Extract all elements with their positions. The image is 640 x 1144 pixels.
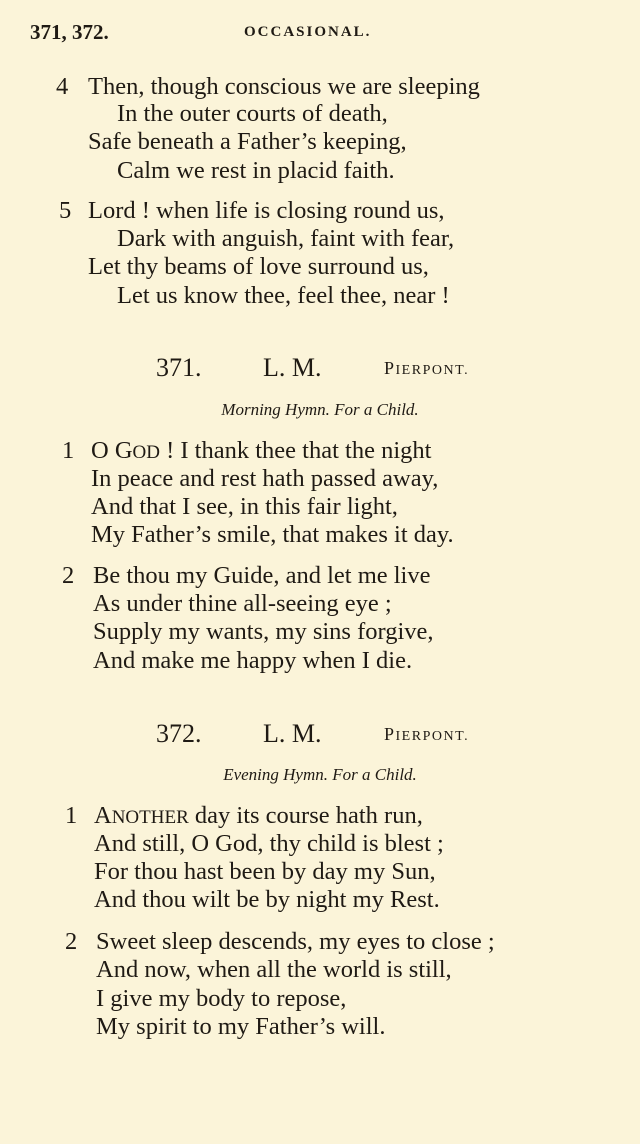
hymn-number: 371. — [156, 353, 202, 382]
hymn-371-heading — [0, 352, 640, 386]
verse-line: As under thine all-seeing eye ; — [93, 590, 392, 617]
hymn-author — [384, 352, 469, 387]
section-label: OCCASIONAL. — [244, 24, 372, 40]
author-rest: IERPONT. — [395, 729, 470, 744]
author-rest: IERPONT. — [395, 363, 470, 378]
first-line-rest: ! I thank thee that the night — [159, 437, 432, 464]
verse-line: I give my body to repose, — [96, 985, 347, 1012]
stanza-number: 5 — [59, 197, 72, 224]
stanza-number: 2 — [62, 562, 75, 589]
page-numbers: 371, 372. — [30, 20, 109, 44]
verse-line: Supply my wants, my sins forgive, — [93, 618, 434, 645]
author-initial: P — [384, 358, 396, 378]
verse-line: Lord ! when life is closing round us, — [88, 197, 445, 224]
verse-line: And now, when all the world is still, — [96, 956, 452, 983]
hymn-372-heading — [0, 718, 640, 752]
verse-line: And make me happy when I die. — [93, 647, 413, 674]
verse-line: And that I see, in this fair light, — [91, 493, 398, 520]
initial-word-caps: O G — [91, 437, 133, 464]
verse-line: Then, though conscious we are sleeping — [88, 73, 480, 100]
hymn-371-subtitle: Morning Hymn. For a Child. — [221, 400, 419, 419]
verse-line: Be thou my Guide, and let me live — [93, 562, 431, 589]
initial-word-smallcaps: NOTHER — [111, 807, 189, 828]
verse-line: And thou wilt be by night my Rest. — [94, 886, 440, 913]
running-head — [30, 20, 610, 46]
verse-line: In peace and rest hath passed away, — [91, 465, 439, 492]
verse-line: My spirit to my Father’s will. — [96, 1013, 386, 1040]
verse-line: Calm we rest in placid faith. — [117, 157, 395, 184]
initial-word-caps: A — [94, 802, 112, 829]
initial-word-smallcaps: OD — [132, 442, 160, 463]
stanza-number: 2 — [65, 928, 78, 955]
verse-line: And still, O God, thy child is blest ; — [94, 830, 444, 857]
verse-line: Let us know thee, feel thee, near ! — [117, 282, 450, 309]
hymn-meter: L. M. — [263, 353, 322, 382]
hymn-number: 372. — [156, 719, 202, 748]
hymn-author — [384, 718, 469, 753]
author-initial: P — [384, 724, 396, 744]
verse-line: Safe beneath a Father’s keeping, — [88, 128, 407, 155]
stanza-number: 4 — [56, 73, 69, 100]
verse-line: Sweet sleep descends, my eyes to close ; — [96, 928, 495, 955]
verse-line: In the outer courts of death, — [117, 100, 388, 127]
verse-line — [91, 437, 431, 467]
verse-line: For thou hast been by day my Sun, — [94, 858, 436, 885]
verse-line: Dark with anguish, faint with fear, — [117, 225, 455, 252]
verse-line: My Father’s smile, that makes it day. — [91, 521, 454, 548]
first-line-rest: day its course hath run, — [188, 802, 423, 829]
hymn-372-subtitle: Evening Hymn. For a Child. — [223, 765, 417, 784]
verse-line — [94, 802, 423, 832]
verse-line: Let thy beams of love surround us, — [88, 253, 429, 280]
stanza-number: 1 — [62, 437, 75, 464]
stanza-number: 1 — [65, 802, 78, 829]
hymn-meter: L. M. — [263, 719, 322, 748]
